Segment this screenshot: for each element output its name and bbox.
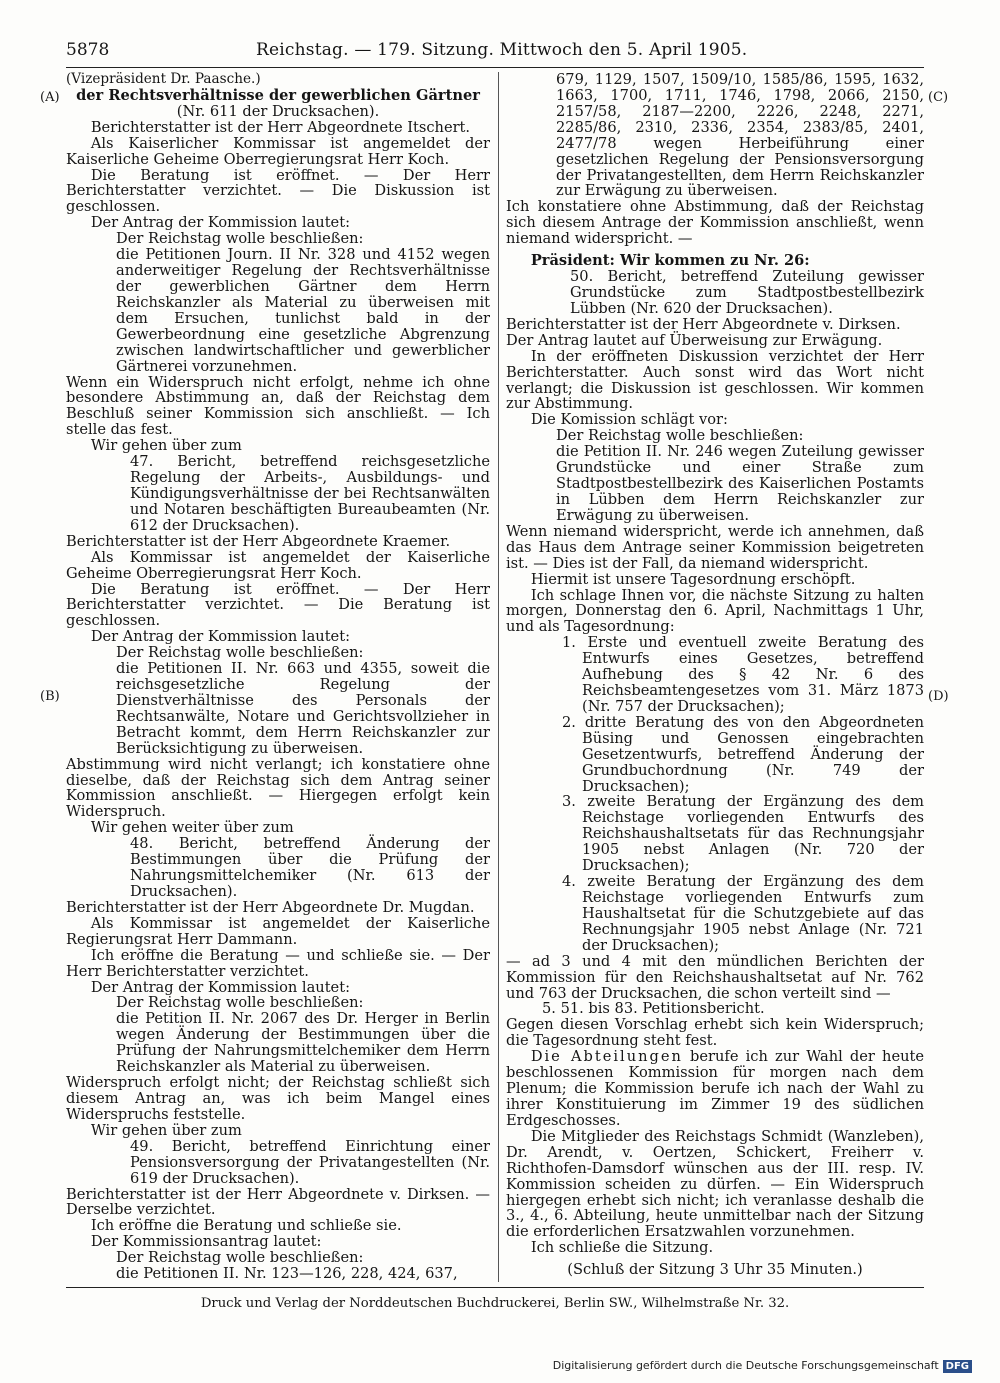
report-item: 47. Bericht, betreffend reichsgesetzliche Regelung der Arbeits-, Ausbildungs- und Kündigungsverhältnisse der bei Rechtsanwälten und Notaren beschäftigten Bureaubeamten (Nr. 612 der Drucksachen). [130,453,490,534]
paragraph: Wir gehen über zum [90,1121,242,1139]
paragraph: Wir gehen weiter über zum [90,819,294,837]
paragraph: Hiermit ist unsere Tagesordnung erschöpft. [530,570,856,588]
paragraph: Berichterstatter ist der Herr Abgeordnete Dr. Mugdan. [66,898,475,916]
paragraph: Die Beratung ist eröffnet. — Der Herr Berichterstatter verzichtet. — Die Diskussion ist geschlossen. [66,166,490,216]
session-end-note: (Schluß der Sitzung 3 Uhr 35 Minuten.) [567,1261,863,1279]
paragraph: Der Antrag der Kommission lautet: [90,978,350,996]
paragraph: Wir gehen über zum [90,437,242,455]
paragraph [506,1049,924,1129]
header-rule [66,67,924,68]
paragraph: Berichterstatter ist der Herr Abgeordnete v. Dirksen. — Derselbe verzichtet. [66,1185,490,1219]
motion-heading: Der Reichstag wolle beschließen: [116,644,364,662]
paragraph: Berichterstatter ist der Herr Abgeordnete v. Dirksen. [506,315,901,333]
paragraph: Als Kaiserlicher Kommissar ist angemeldet der Kaiserliche Geheime Oberregierungsrat Herr Koch. [66,134,490,168]
paragraph: Als Kommissar ist angemeldet der Kaiserliche Regierungsrat Herr Dammann. [66,914,490,948]
paragraph: Gegen diesen Vorschlag erhebt sich kein Widerspruch; die Tagesordnung steht fest. [506,1016,924,1050]
agenda-item: 4. zweite Beratung der Ergänzung des dem Reichstage vorliegenden Entwurfs zum Haushaltsetat für die Schutzgebiete auf das Rechnungsjahr 1905 nebst Anlage (Nr. 721 der Drucksachen); [562,873,924,954]
paragraph: Ich schlage Ihnen vor, die nächste Sitzung zu halten morgen, Donnerstag den 6. April, Nachmittags 1 Uhr, und als Tagesordnung: [506,586,924,636]
digitization-credit [553,1359,972,1373]
paragraph: Ich eröffne die Beratung und schließe sie. [90,1217,402,1235]
motion-text: 679, 1129, 1507, 1509/10, 1585/86, 1595, 1632, 1663, 1700, 1711, 1746, 1798, 2066, 2150, 2157/58, 2187—2200, 2226, 2248, 2271, 2285/86, 2310, 2336, 2354, 2383/85, 2401, 2477/78 wegen Herbeiführung einer gesetzlichen Regelung der Pensionsversorgung der Privatangestellten, dem Herrn Reichskanzler zur Erwägung zu überweisen. [556,71,924,200]
right-column [506,72,924,1278]
page-number: 5878 [66,40,110,60]
printer-imprint: Druck und Verlag der Norddeutschen Buchdruckerei, Berlin SW., Wilhelmstraße Nr. 32. [200,1296,790,1311]
dfg-logo: DFG [943,1360,972,1373]
paragraph: In der eröffneten Diskussion verzichtet der Herr Berichterstatter. Auch sonst wird das Wort nicht verlangt; die Diskussion ist geschlossen. Wir kommen zur Abstimmung. [506,347,924,413]
paragraph: Ich konstatiere ohne Abstimmung, daß der Reichstag sich diesem Antrage der Kommission anschließt, wenn niemand widerspricht. — [506,198,924,248]
agenda-item: 5. 51. bis 83. Petitionsbericht. [542,1000,765,1018]
agenda-list [506,635,924,953]
motion-text: die Petition II. Nr. 2067 des Dr. Herger in Berlin wegen Änderung der Bestimmungen über die Prüfung der Nahrungsmittelchemiker dem Herrn Reichskanzler als Material zu überweisen. [116,1010,490,1076]
motion-heading: Der Reichstag wolle beschließen: [116,994,364,1012]
page-header [66,40,922,64]
paragraph: Wenn niemand widerspricht, werde ich annehmen, daß das Haus dem Antrage seiner Kommission beigetreten ist. — Dies ist der Fall, da niemand widerspricht. [506,522,924,572]
agenda-item: 1. Erste und eventuell zweite Beratung des Entwurfs eines Gesetzes, betreffend Aufhebung des § 42 Nr. 6 des Reichsbeamtengesetzes vom 31. März 1873 (Nr. 757 der Drucksachen); [562,634,924,715]
margin-mark-d: (D) [928,689,949,704]
margin-mark-b: (B) [40,689,60,704]
column-separator [498,72,499,1282]
motion-heading: Der Reichstag wolle beschließen: [116,230,364,248]
margin-mark-c: (C) [928,90,949,105]
closing-statement: Ich schließe die Sitzung. [530,1239,714,1257]
paragraph: Der Antrag der Kommission lautet: [90,628,350,646]
paragraph: Abstimmung wird nicht verlangt; ich konstatiere ohne dieselbe, daß der Reichstag sich dem Antrag seiner Kommission anschließt. — Hiergegen erfolgt kein Widerspruch. [66,755,490,821]
agenda-item: 2. dritte Beratung des von den Abgeordneten Büsing und Genossen eingebrachten Gesetzentwurfs, betreffend Änderung der Grundbuchordnung (Nr. 749 der Drucksachen); [562,713,924,795]
paragraph: Berichterstatter ist der Herr Abgeordnete Kraemer. [66,532,451,550]
paragraph: Wenn ein Widerspruch nicht erfolgt, nehme ich ohne besondere Abstimmung an, daß der Reichstag dem Beschluß seiner Kommission sich anschließt. — Ich stelle das fest. [66,373,490,439]
item-reference: (Nr. 611 der Drucksachen). [176,102,380,120]
agenda-item: 3. zweite Beratung der Ergänzung des dem Reichstage vorliegenden Entwurfs des Reichshaushaltsetats für das Rechnungsjahr 1905 nebst Anlagen (Nr. 720 der Drucksachen); [562,793,924,875]
paragraph: Berichterstatter ist der Herr Abgeordnete Itschert. [90,118,471,136]
speaker-note: (Vizepräsident Dr. Paasche.) [66,71,261,87]
margin-mark-a: (A) [40,90,60,105]
credit-text: Digitalisierung gefördert durch die Deutsche Forschungsgemeinschaft [552,1359,939,1372]
report-item: 49. Bericht, betreffend Einrichtung einer Pensionsversorgung der Privatangestellten (Nr. 619 der Drucksachen). [130,1137,490,1187]
paragraph: Widerspruch erfolgt nicht; der Reichstag schließt sich diesem Antrag an, was ich beim Mangel eines Widerspruchs feststelle. [66,1074,490,1123]
president-statement: Präsident: Wir kommen zu Nr. 26: [530,252,810,270]
report-item: 48. Bericht, betreffend Änderung der Bestimmungen über die Prüfung der Nahrungsmittelchemiker (Nr. 613 der Drucksachen). [130,835,490,901]
item-title: der Rechtsverhältnisse der gewerblichen Gärtner [76,86,480,104]
paragraph: Die Komission schlägt vor: [530,411,728,429]
motion-heading: Der Reichstag wolle beschließen: [116,1249,364,1267]
footer-rule [66,1287,924,1288]
paragraph: Die Beratung ist eröffnet. — Der Herr Berichterstatter verzichtet. — Die Beratung ist geschlossen. [66,580,490,630]
paragraph: Die Mitglieder des Reichstags Schmidt (Wanzleben), Dr. Arendt, v. Oertzen, Schickert, Freiherr v. Richthofen-Damsdorf wünschen aus der III. resp. IV. Kommission scheiden zu dürfen. — Ein Widerspruch hiergegen erhebt sich nicht; ich veranlasse deshalb die 3., 4., 6. Abteilung, heute unmittelbar nach der Sitzung die erforderlichen Ersatzwahlen vorzunehmen. [506,1127,924,1241]
paragraph: Der Antrag lautet auf Überweisung zur Erwägung. [506,331,883,349]
motion-text: die Petitionen II. Nr. 663 und 4355, soweit die reichsgesetzliche Regelung der Dienstverhältnisse des Personals der Rechtsanwälte, Notare und Gerichtsvollzieher in Betracht kommt, dem Herrn Reichskanzler zur Berücksichtigung zu überweisen. [116,660,490,757]
motion-text: die Petitionen II. Nr. 123—126, 228, 424, 637, [116,1265,458,1283]
report-item: 50. Bericht, betreffend Zuteilung gewisser Grundstücke zum Stadtpostbestellbezirk Lübben (Nr. 620 der Drucksachen). [570,268,924,317]
motion-heading: Der Reichstag wolle beschließen: [556,427,804,445]
left-column [66,72,490,1282]
motion-text: die Petition II. Nr. 246 wegen Zuteilung gewisser Grundstücke und einer Straße zum Stadtpostbestellbezirk des Kaiserlichen Postamts in Lübben dem Herrn Reichskanzler zur Erwägung zu überweisen. [556,443,924,524]
paragraph-rest: berufe ich zur Wahl der heute beschlossenen Kommission für morgen nach dem Plenum; die Kommission berufe ich nach der Wahl zu ihrer Konstituierung im Zimmer 19 des südlichen Erdgeschosses. [506,1048,924,1129]
paragraph: Als Kommissar ist angemeldet der Kaiserliche Geheime Oberregierungsrat Herr Koch. [66,548,490,582]
spaced-phrase: Die Abteilungen [530,1048,683,1066]
motion-text: die Petitionen Journ. II Nr. 328 und 4152 wegen anderweitiger Regelung der Rechtsverhältnisse der gewerblichen Gärtner dem Herrn Reichskanzler als Material zu überweisen mit dem Ersuchen, tunlichst bald in der Gewerbeordnung eine gesetzliche Abgrenzung zwischen landwirtschaftlicher und gewerblicher Gärtnerei vorzunehmen. [116,246,490,375]
paragraph: Ich eröffne die Beratung — und schließe sie. — Der Herr Berichterstatter verzichtet. [66,946,490,980]
paragraph: Der Kommissionsantrag lautet: [90,1233,322,1251]
paragraph: Der Antrag der Kommission lautet: [90,214,350,232]
page-header-title: Reichstag. — 179. Sitzung. Mittwoch den 5. April 1905. [256,40,748,60]
paragraph: — ad 3 und 4 mit den mündlichen Berichten der Kommission für den Reichshaushaltsetat auf Nr. 762 und 763 der Drucksachen, die schon verteilt sind — [506,952,924,1002]
